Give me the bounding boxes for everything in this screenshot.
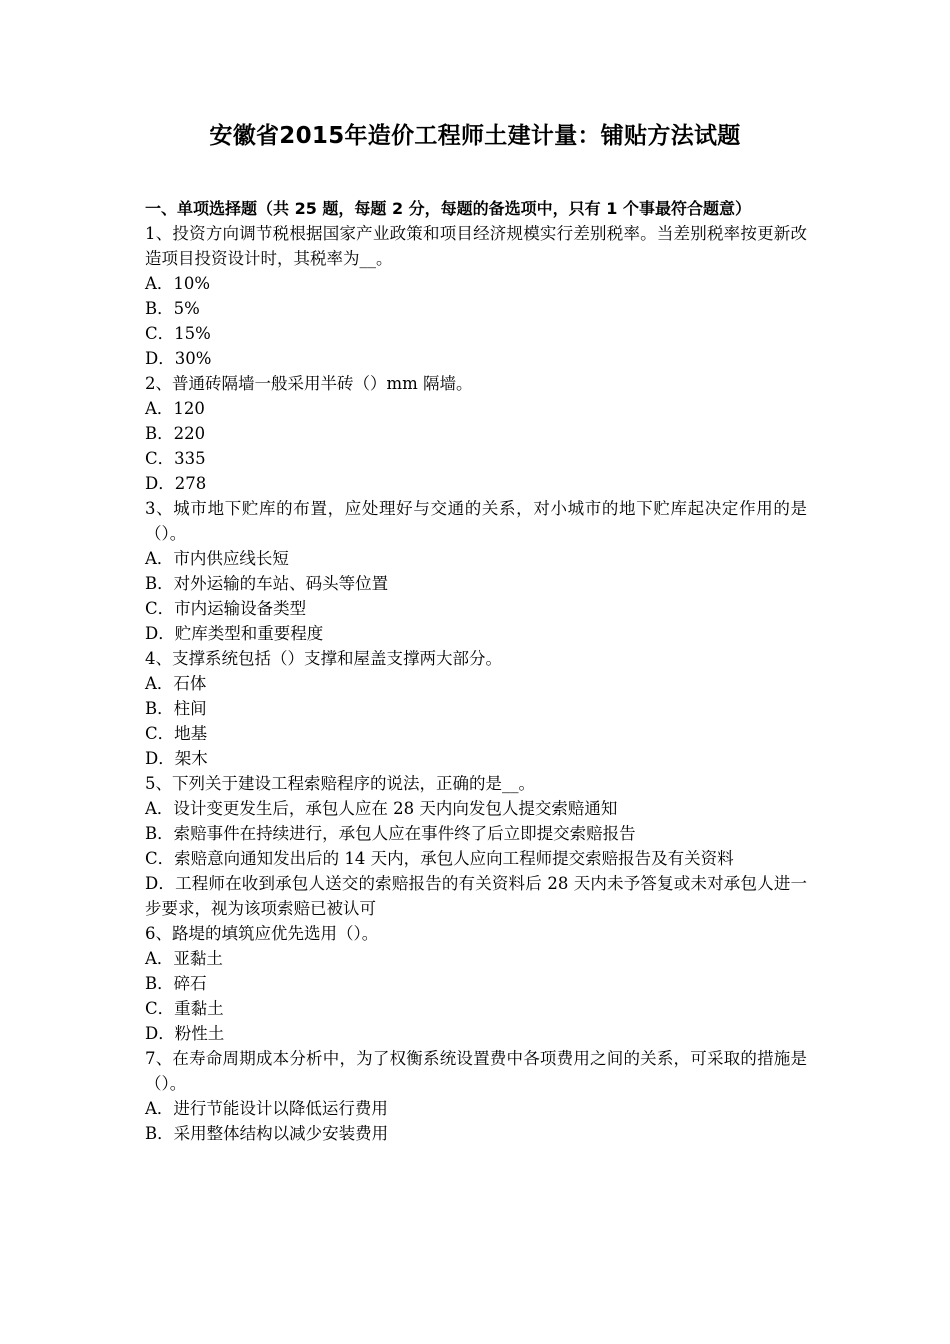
question-6-option-a: A．亚黏土 bbox=[145, 949, 223, 968]
question-2-option-b: B．220 bbox=[145, 424, 206, 443]
question-1-option-d: D．30% bbox=[145, 349, 212, 368]
question-3-stem: 3、城市地下贮库的布置，应处理好与交通的关系，对小城市的地下贮库起决定作用的是（）。 bbox=[145, 499, 807, 543]
question-2-option-c: C．335 bbox=[145, 449, 206, 468]
question-3-option-b: B．对外运输的车站、码头等位置 bbox=[145, 574, 389, 593]
question-6-option-d: D．粉性土 bbox=[145, 1024, 225, 1043]
question-2-option-d: D．278 bbox=[145, 474, 207, 493]
question-2-option-a: A．120 bbox=[145, 399, 205, 418]
question-5-option-b: B．索赔事件在持续进行，承包人应在事件终了后立即提交索赔报告 bbox=[145, 824, 636, 843]
question-4-option-b: B．柱间 bbox=[145, 699, 207, 718]
question-4-option-d: D．架木 bbox=[145, 749, 208, 768]
question-1-option-b: B．5% bbox=[145, 299, 200, 318]
question-7-stem: 7、在寿命周期成本分析中，为了权衡系统设置费中各项费用之间的关系，可采取的措施是（）。 bbox=[145, 1049, 807, 1093]
question-3-option-d: D．贮库类型和重要程度 bbox=[145, 624, 324, 643]
question-2-stem: 2、普通砖隔墙一般采用半砖（）mm 隔墙。 bbox=[145, 374, 473, 393]
question-7-option-b: B．采用整体结构以减少安装费用 bbox=[145, 1124, 389, 1143]
question-5-option-c: C．索赔意向通知发出后的 14 天内，承包人应向工程师提交索赔报告及有关资料 bbox=[145, 849, 734, 868]
question-5-stem: 5、下列关于建设工程索赔程序的说法，正确的是__。 bbox=[145, 774, 535, 793]
question-4-option-c: C．地基 bbox=[145, 724, 208, 743]
question-6-option-b: B．碎石 bbox=[145, 974, 207, 993]
document-title: 安徽省2015年造价工程师土建计量：铺贴方法试题 bbox=[209, 123, 741, 149]
question-6-option-c: C．重黏土 bbox=[145, 999, 224, 1018]
question-5-option-a: A．设计变更发生后，承包人应在 28 天内向发包人提交索赔通知 bbox=[145, 799, 618, 818]
question-1-stem: 1、投资方向调节税根据国家产业政策和项目经济规模实行差别税率。当差别税率按更新改造项目投资设计时，其税率为__。 bbox=[145, 224, 807, 268]
question-6-stem: 6、路堤的填筑应优先选用（）。 bbox=[145, 924, 379, 943]
question-1-option-a: A．10% bbox=[145, 274, 211, 293]
question-7-option-a: A．进行节能设计以降低运行费用 bbox=[145, 1099, 388, 1118]
question-3-option-a: A．市内供应线长短 bbox=[145, 549, 289, 568]
question-4-option-a: A．石体 bbox=[145, 674, 207, 693]
document-body bbox=[145, 196, 807, 1146]
question-3-option-c: C．市内运输设备类型 bbox=[145, 599, 307, 618]
question-1-option-c: C．15% bbox=[145, 324, 211, 343]
question-4-stem: 4、支撑系统包括（）支撑和屋盖支撑两大部分。 bbox=[145, 649, 502, 668]
question-5-option-d: D．工程师在收到承包人送交的索赔报告的有关资料后 28 天内未予答复或未对承包人进一步要求，视为该项索赔已被认可 bbox=[145, 874, 807, 918]
section-heading: 一、单项选择题（共 25 题，每题 2 分，每题的备选项中，只有 1 个事最符合题意） bbox=[145, 199, 751, 218]
